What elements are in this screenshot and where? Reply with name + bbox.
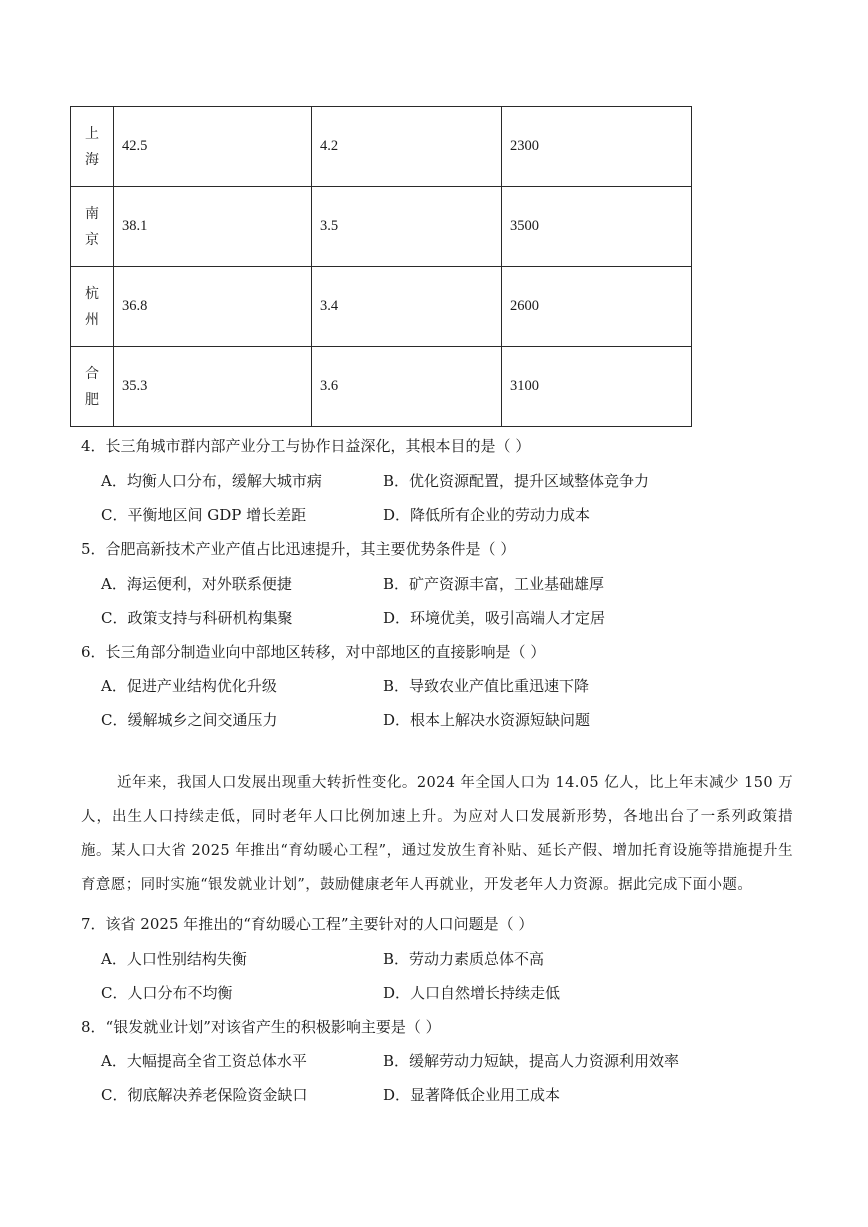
table-cell: 2600 (502, 267, 692, 347)
question-8-option-d[interactable]: D．显著降低企业用工成本 (383, 1086, 561, 1104)
table-cell: 35.3 (114, 347, 312, 427)
city-char: 海 (85, 151, 99, 168)
table-row (71, 267, 692, 347)
city-char: 合 (85, 365, 99, 382)
question-5-stem: 5．合肥高新技术产业产值占比迅速提升，其主要优势条件是（ ） (81, 540, 516, 558)
table-row (71, 187, 692, 267)
question-6-stem: 6．长三角部分制造业向中部地区转移，对中部地区的直接影响是（ ） (81, 643, 546, 661)
table-cell: 3.6 (312, 347, 502, 427)
table-cell: 2300 (502, 107, 692, 187)
table-row (71, 107, 692, 187)
city-data-table (70, 106, 692, 427)
city-char: 州 (85, 311, 99, 328)
question-6-option-a[interactable]: A．促进产业结构优化升级 (101, 677, 277, 695)
question-6-option-b[interactable]: B．导致农业产值比重迅速下降 (383, 677, 590, 695)
table-cell: 3100 (502, 347, 692, 427)
question-4-stem: 4．长三角城市群内部产业分工与协作日益深化，其根本目的是（ ） (81, 437, 531, 455)
table-cell: 38.1 (114, 187, 312, 267)
question-5-option-a[interactable]: A．海运便利，对外联系便捷 (101, 575, 292, 593)
question-7-option-b[interactable]: B．劳动力素质总体不高 (383, 950, 545, 968)
question-7-option-a[interactable]: A．人口性别结构失衡 (101, 950, 247, 968)
city-char: 上 (85, 125, 99, 142)
city-char: 京 (85, 231, 99, 248)
table-cell: 3.4 (312, 267, 502, 347)
question-5-option-c[interactable]: C．政策支持与科研机构集聚 (101, 609, 293, 627)
question-7-option-c[interactable]: C．人口分布不均衡 (101, 984, 233, 1002)
table-cell: 3.5 (312, 187, 502, 267)
question-8-option-b[interactable]: B．缓解劳动力短缺，提高人力资源利用效率 (383, 1052, 680, 1070)
question-5-option-b[interactable]: B．矿产资源丰富，工业基础雄厚 (383, 575, 605, 593)
question-4-option-d[interactable]: D．降低所有企业的劳动力成本 (383, 506, 591, 524)
table-row (71, 347, 692, 427)
city-cell (71, 267, 114, 347)
question-8-stem: 8．“银发就业计划”对该省产生的积极影响主要是（ ） (81, 1018, 441, 1036)
table-cell: 42.5 (114, 107, 312, 187)
city-cell (71, 347, 114, 427)
city-char: 南 (85, 205, 99, 222)
reading-passage: 近年来，我国人口发展出现重大转折性变化。2024 年全国人口为 14.05 亿人，比上年末减少 150 万人，出生人口持续走低，同时老年人口比例加速上升。为应对人口发展新形势，各地出台了一系列政策措施。某人口大省 2025 年推出“育幼暖心工程”，通过发放生育补贴、延长产假、增加托育设施等措施提升生育意愿；同时实施“银发就业计划”，鼓励健康老年人再就业，开发老年人力资源。据此完成下面小题。 (81, 775, 793, 893)
question-4-option-b[interactable]: B．优化资源配置，提升区域整体竞争力 (383, 472, 650, 490)
city-char: 肥 (85, 391, 99, 408)
question-7-option-d[interactable]: D．人口自然增长持续走低 (383, 984, 561, 1002)
city-cell (71, 187, 114, 267)
city-cell (71, 107, 114, 187)
question-4-option-a[interactable]: A．均衡人口分布，缓解大城市病 (101, 472, 322, 490)
question-6-option-d[interactable]: D．根本上解决水资源短缺问题 (383, 711, 591, 729)
city-char: 杭 (85, 285, 99, 302)
table-cell: 3500 (502, 187, 692, 267)
question-7-stem: 7．该省 2025 年推出的“育幼暖心工程”主要针对的人口问题是（ ） (81, 915, 534, 933)
question-8-option-c[interactable]: C．彻底解决养老保险资金缺口 (101, 1086, 308, 1104)
question-4-option-c[interactable]: C．平衡地区间 GDP 增长差距 (101, 506, 307, 524)
table-cell: 36.8 (114, 267, 312, 347)
table-cell: 4.2 (312, 107, 502, 187)
question-5-option-d[interactable]: D．环境优美，吸引高端人才定居 (383, 609, 606, 627)
question-6-option-c[interactable]: C．缓解城乡之间交通压力 (101, 711, 278, 729)
question-8-option-a[interactable]: A．大幅提高全省工资总体水平 (101, 1052, 307, 1070)
